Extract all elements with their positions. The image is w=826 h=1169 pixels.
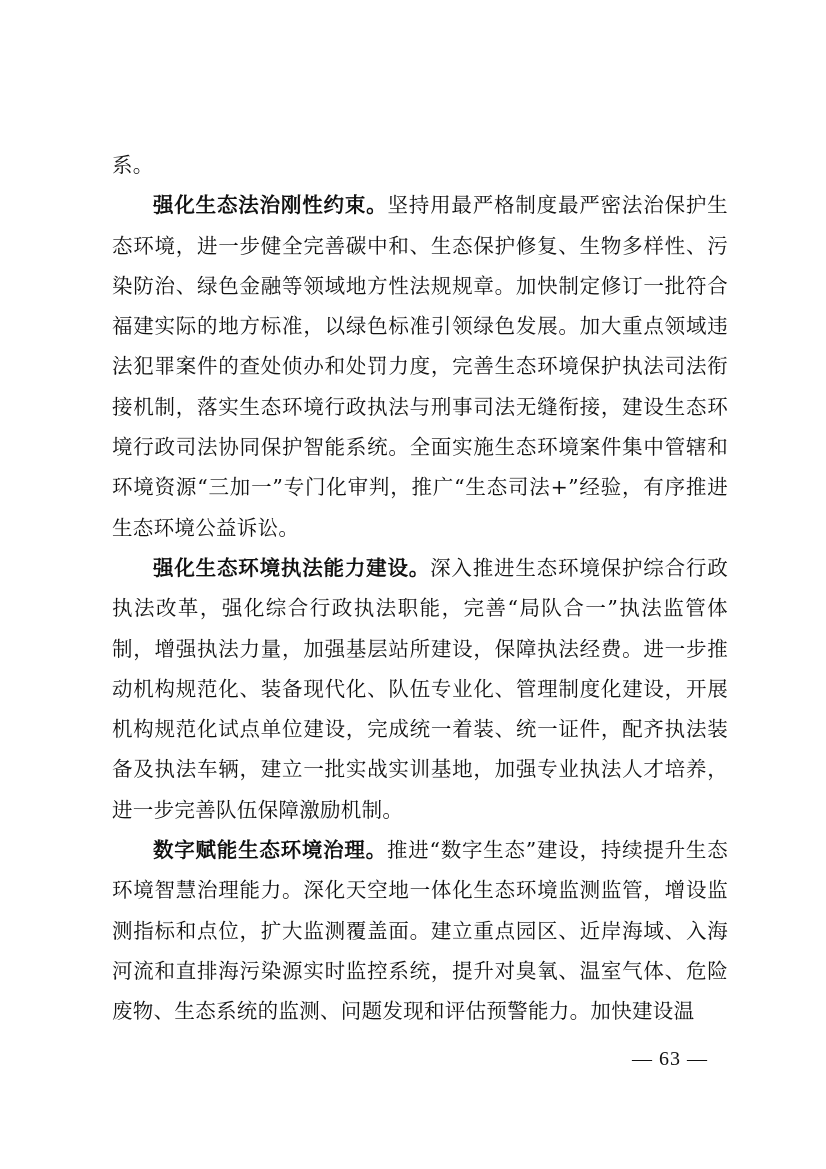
paragraph-heading: 强化生态法治刚性约束。 xyxy=(153,193,388,218)
body-text xyxy=(112,145,728,1032)
paragraph-body: 深入推进生态环境保护综合行政执法改革，强化综合行政执法职能，完善“局队合一”执法监管体制，增强执法力量，加强基层站所建设，保障执法经费。进一步推动机构规范化、装备现代化、队伍专业化、管理制度化建设，开展机构规范化试点单位建设，完成统一着装、统一证件，配齐执法装备及执法车辆，建立一批实战实训基地，加强专业执法人才培养，进一步完善队伍保障激励机制。 xyxy=(112,555,729,822)
continuation-text: 系。 xyxy=(112,153,154,177)
page-number: — 63 — xyxy=(632,1048,708,1070)
continuation-paragraph xyxy=(112,145,728,185)
paragraph-digital-governance xyxy=(112,830,728,1031)
paragraph-enforcement-capacity xyxy=(112,548,728,830)
paragraph-ecological-rule-of-law xyxy=(112,185,728,548)
paragraph-heading: 数字赋能生态环境治理。 xyxy=(153,838,387,863)
paragraph-body: 推进“数字生态”建设，持续提升生态环境智慧治理能力。深化天空地一体化生态环境监测监管，增设监测指标和点位，扩大监测覆盖面。建立重点园区、近岸海域、入海河流和直排海污染源实时监控系统，提升对臭氧、温室气体、危险废物、生态系统的监测、问题发现和评估预警能力。加快建设温 xyxy=(112,838,728,1024)
paragraph-body: 坚持用最严格制度最严密法治保护生态环境，进一步健全完善碳中和、生态保护修复、生物多样性、污染防治、绿色金融等领域地方性法规规章。加快制定修订一批符合福建实际的地方标准，以绿色标准引领绿色发展。加大重点领域违法犯罪案件的查处侦办和处罚力度，完善生态环境保护执法司法衔接机制，落实生态环境行政执法与刑事司法无缝衔接，建设生态环境行政司法协同保护智能系统。全面实施生态环境案件集中管辖和环境资源“三加一”专门化审判，推广“生态司法+”经验，有序推进生态环境公益诉讼。 xyxy=(112,193,728,540)
paragraph-heading: 强化生态环境执法能力建设。 xyxy=(153,555,431,580)
